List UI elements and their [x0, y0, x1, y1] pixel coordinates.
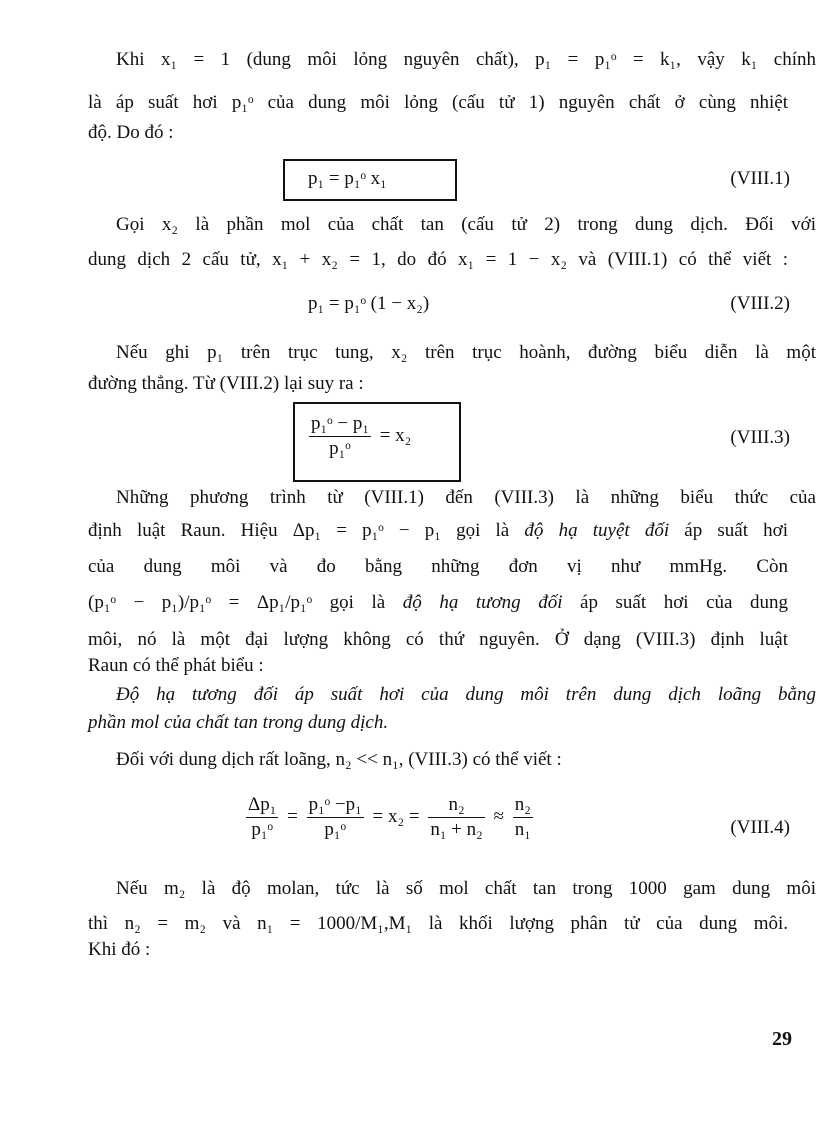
paragraph-line: (p₁ᵒ − p₁)/p₁ᵒ = Δp₁/p₁ᵒ gọi là độ hạ tương đối áp suất hơi của dung	[88, 592, 788, 613]
fraction	[246, 793, 278, 842]
paragraph-line: môi, nó là một đại lượng không có thứ nguyên. Ở dạng (VIII.3) định luật	[88, 629, 788, 650]
paragraph-line: của dung môi và đo bằng những đơn vị như mmHg. Còn	[88, 556, 788, 577]
denominator: p₁ᵒ	[329, 438, 351, 459]
italic-term: độ hạ tương đối	[402, 592, 563, 613]
equation-label: (VIII.1)	[730, 168, 790, 189]
paragraph-line: Raun có thể phát biểu :	[88, 655, 264, 676]
equation-viii-2: p₁ = p₁ᵒ (1 − x₂)	[308, 293, 430, 314]
paragraph-line: Khi x₁ = 1 (dung môi lỏng nguyên chất), p₁ = p₁ᵒ = k₁, vậy k₁ chính	[116, 49, 816, 70]
italic-statement: phần mol của chất tan trong dung dịch.	[88, 712, 389, 733]
fraction	[307, 793, 364, 842]
equation-label: (VIII.3)	[730, 427, 790, 448]
paragraph-line: độ. Do đó :	[88, 122, 174, 143]
paragraph-line: Đối với dung dịch rất loãng, n₂ << n₁, (VIII.3) có thể viết :	[116, 749, 562, 770]
fraction	[309, 412, 371, 461]
page-number: 29	[772, 1028, 792, 1050]
paragraph-line: Những phương trình từ (VIII.1) đến (VIII.3) là những biểu thức của	[116, 487, 816, 508]
paragraph-line: Nếu ghi p₁ trên trục tung, x₂ trên trục hoành, đường biểu diễn là một	[116, 342, 816, 363]
paragraph-line: thì n₂ = m₂ và n₁ = 1000/M₁,M₁ là khối lượng phân tử của dung môi.	[88, 913, 788, 934]
italic-statement: Độ hạ tương đối áp suất hơi của dung môi trên dung dịch loãng bằng	[116, 684, 816, 705]
denominator: n₁ + n₂	[430, 819, 483, 840]
fraction	[428, 793, 484, 842]
numerator: Δp₁	[246, 793, 278, 818]
numerator: n₂	[513, 793, 533, 818]
denominator: n₁	[514, 819, 531, 840]
paragraph-line: định luật Raun. Hiệu Δp₁ = p₁ᵒ − p₁ gọi là độ hạ tuyệt đối áp suất hơi	[88, 520, 788, 541]
italic-term: độ hạ tuyệt đối	[524, 520, 670, 541]
equation-label: (VIII.4)	[730, 817, 790, 838]
fraction	[513, 793, 533, 842]
equation-label: (VIII.2)	[730, 293, 790, 314]
paragraph-line: Nếu m₂ là độ molan, tức là số mol chất tan trong 1000 gam dung môi	[116, 878, 816, 899]
paragraph-line: đường thẳng. Từ (VIII.2) lại suy ra :	[88, 373, 364, 394]
numerator: p₁ᵒ −p₁	[307, 793, 364, 818]
denominator: p₁ᵒ	[324, 819, 346, 840]
numerator: p₁ᵒ − p₁	[309, 412, 371, 437]
equation-viii-1: p₁ = p₁ᵒ x₁	[308, 168, 387, 189]
paragraph-line: Khi đó :	[88, 939, 151, 960]
paragraph-line: Gọi x₂ là phần mol của chất tan (cấu tử 2) trong dung dịch. Đối với	[116, 214, 816, 235]
equation-middle: = x₂ =	[372, 805, 420, 827]
equation-viii-3	[305, 412, 411, 461]
denominator: p₁ᵒ	[251, 819, 273, 840]
equation-rhs: = x₂	[379, 424, 412, 446]
paragraph-line: là áp suất hơi p₁ᵒ của dung môi lỏng (cấu tử 1) nguyên chất ở cùng nhiệt	[88, 92, 788, 113]
equation-viii-4	[242, 793, 537, 842]
approx-sign: ≈	[493, 805, 504, 827]
equals-sign: =	[287, 805, 298, 827]
paragraph-line: dung dịch 2 cấu tử, x₁ + x₂ = 1, do đó x₁ = 1 − x₂ và (VIII.1) có thể viết :	[88, 249, 788, 270]
numerator: n₂	[428, 793, 484, 818]
